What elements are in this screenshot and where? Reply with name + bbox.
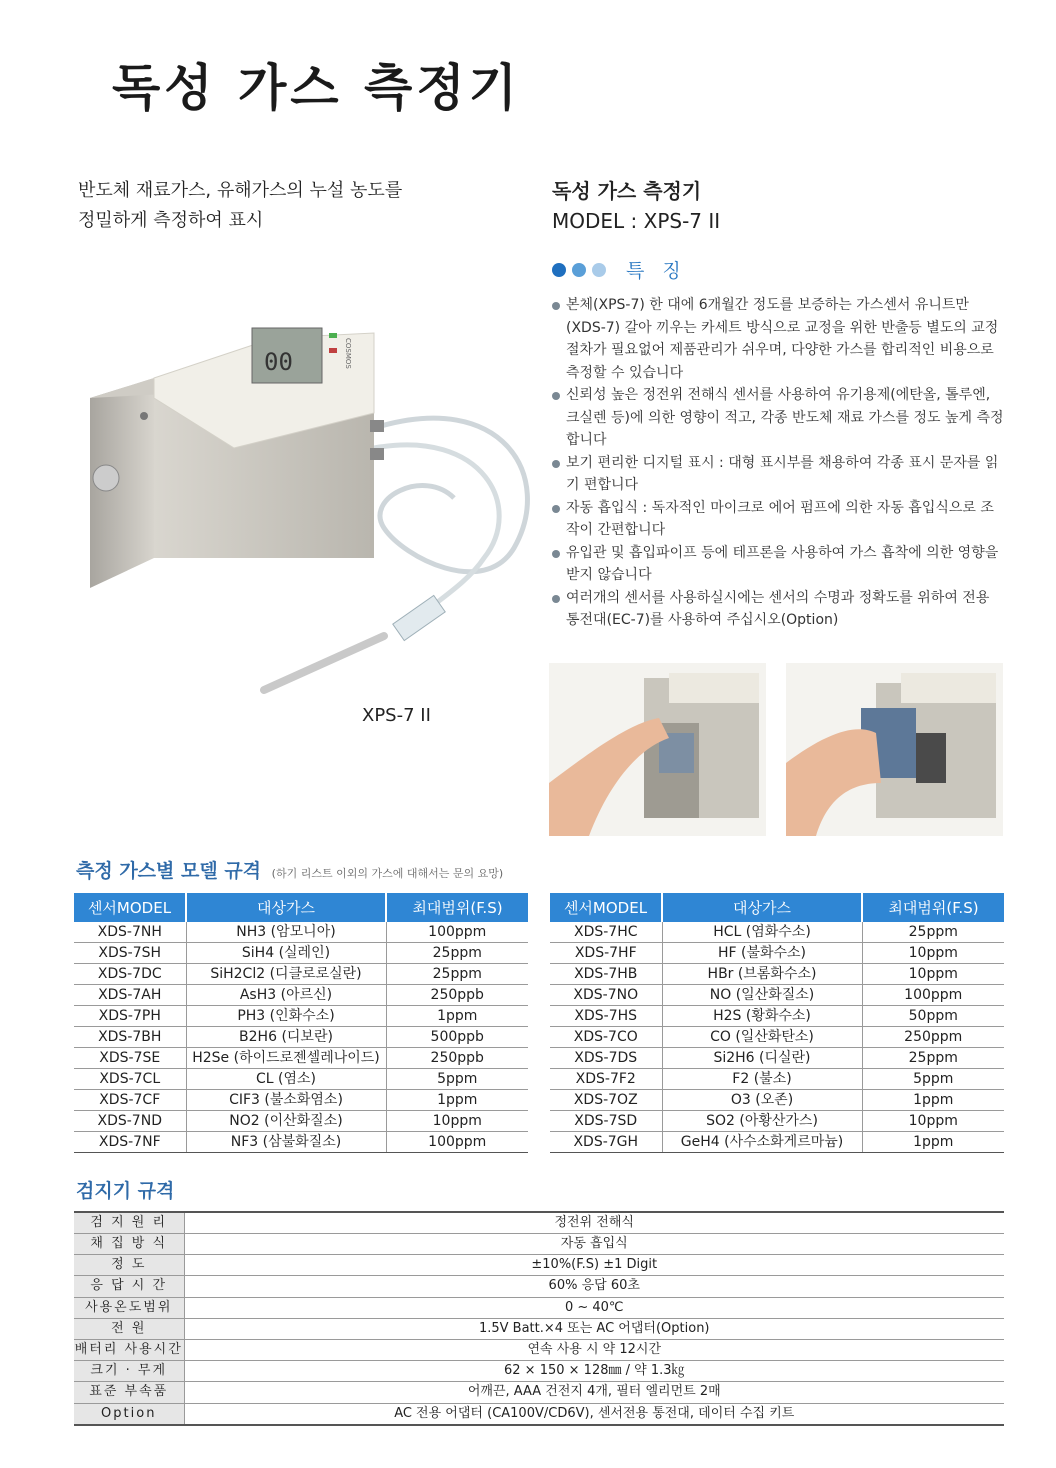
table-row <box>74 1212 1004 1234</box>
table-row <box>74 1318 1004 1339</box>
cell-target-gas: SiH4 (실레인) <box>186 943 386 964</box>
spec-key: 채 집 방 식 <box>74 1234 184 1255</box>
cell-max-range: 1ppm <box>386 1090 528 1111</box>
cell-sensor-model: XDS-7BH <box>74 1027 186 1048</box>
spec-key: 표준 부속품 <box>74 1382 184 1403</box>
cell-target-gas: PH3 (인화수소) <box>186 1006 386 1027</box>
detector-spec-table <box>74 1211 1004 1426</box>
cell-target-gas: GeH4 (사수소화게르마늄) <box>662 1132 862 1153</box>
cell-sensor-model: XDS-7SD <box>550 1111 662 1132</box>
cell-target-gas: F2 (불소) <box>662 1069 862 1090</box>
table-row <box>74 1132 528 1153</box>
spec-title-note: (하기 리스트 이외의 가스에 대해서는 문의 요망) <box>271 867 504 880</box>
cell-max-range: 50ppm <box>862 1006 1004 1027</box>
probe-filter <box>393 595 445 640</box>
table-row <box>74 1048 528 1069</box>
spec-key: Option <box>74 1403 184 1425</box>
cell-target-gas: CO (일산화탄소) <box>662 1027 862 1048</box>
feature-item: 보기 편리한 디지털 표시 : 대형 표시부를 채용하여 각종 표시 문자를 읽기 편합니다 <box>552 452 1007 497</box>
table-row <box>550 1090 1004 1111</box>
cell-target-gas: O3 (오존) <box>662 1090 862 1111</box>
cell-target-gas: SO2 (아황산가스) <box>662 1111 862 1132</box>
cell-max-range: 250ppb <box>386 985 528 1006</box>
probe-pipe <box>264 636 384 690</box>
table-row <box>550 922 1004 943</box>
feature-item: 신뢰성 높은 정전위 전해식 센서를 사용하여 유기용제(에탄올, 톨루엔, 크실렌 등)에 의한 영향이 적고, 각종 반도체 재료 가스를 정도 높게 측정합니다 <box>552 384 1007 452</box>
spec-title <box>76 856 503 883</box>
intro-text <box>78 176 402 236</box>
table-row <box>550 985 1004 1006</box>
cell-max-range: 100ppm <box>386 1132 528 1153</box>
cell-target-gas: SiH2Cl2 (디클로로실란) <box>186 964 386 985</box>
table-row <box>74 943 528 964</box>
table-row <box>74 922 528 943</box>
table-row <box>74 1006 528 1027</box>
spec-value: 어깨끈, AAA 건전지 4개, 필터 엘리먼트 2매 <box>184 1382 1004 1403</box>
table-row <box>74 1403 1004 1425</box>
table-row <box>74 1361 1004 1382</box>
cell-sensor-model: XDS-7HC <box>550 922 662 943</box>
cell-max-range: 5ppm <box>386 1069 528 1090</box>
table-row <box>550 1111 1004 1132</box>
cell-sensor-model: XDS-7DC <box>74 964 186 985</box>
cell-sensor-model: XDS-7CF <box>74 1090 186 1111</box>
cell-target-gas: NH3 (암모니아) <box>186 922 386 943</box>
spec-value: 0 ~ 40℃ <box>184 1297 1004 1318</box>
cell-target-gas: HBr (브롬화수소) <box>662 964 862 985</box>
header-max-range: 최대범위(F.S) <box>386 893 528 922</box>
table-row <box>550 1069 1004 1090</box>
table-row <box>74 1069 528 1090</box>
nozzle <box>370 448 384 460</box>
feature-item: 여러개의 센서를 사용하실시에는 센서의 수명과 정확도를 위하여 전용 통전대(EC-7)를 사용하여 주십시오(Option) <box>552 587 1007 632</box>
bullet-dot-icon <box>572 263 586 277</box>
spec-value: 1.5V Batt.×4 또는 AC 어댑터(Option) <box>184 1318 1004 1339</box>
bullet-dot-icon <box>592 263 606 277</box>
header-target-gas: 대상가스 <box>186 893 386 922</box>
intro-line: 반도체 재료가스, 유해가스의 누설 농도를 <box>78 180 403 201</box>
cell-sensor-model: XDS-7HF <box>550 943 662 964</box>
photo-sensor-insert <box>549 663 766 836</box>
cell-max-range: 500ppb <box>386 1027 528 1048</box>
cell-max-range: 100ppm <box>386 922 528 943</box>
table-header-row <box>74 893 528 922</box>
gas-table-left-body <box>74 922 528 1153</box>
product-name: 독성 가스 측정기 <box>552 179 702 203</box>
product-heading <box>552 176 720 236</box>
cell-target-gas: NO2 (이산화질소) <box>186 1111 386 1132</box>
cell-max-range: 25ppm <box>386 964 528 985</box>
status-led <box>329 348 337 353</box>
device-photo <box>84 298 554 698</box>
cell-sensor-model: XDS-7DS <box>550 1048 662 1069</box>
spec-key: 정 도 <box>74 1255 184 1276</box>
spec-value: ±10%(F.S) ±1 Digit <box>184 1255 1004 1276</box>
table-row <box>74 1234 1004 1255</box>
table-row <box>74 964 528 985</box>
cell-sensor-model: XDS-7F2 <box>550 1069 662 1090</box>
spec-key: 크기 · 무게 <box>74 1361 184 1382</box>
spec-value: 자동 흡입식 <box>184 1234 1004 1255</box>
feature-item: 유입관 및 흡입파이프 등에 테프론을 사용하여 가스 흡착에 의한 영향을 받지 않습니다 <box>552 542 1007 587</box>
device-brand: COSMOS <box>344 338 352 369</box>
tube <box>374 418 527 572</box>
detector-spec-body <box>74 1212 1004 1425</box>
status-led <box>329 333 337 338</box>
cell-sensor-model: XDS-7GH <box>550 1132 662 1153</box>
cell-max-range: 10ppm <box>386 1111 528 1132</box>
cell-target-gas: NO (일산화질소) <box>662 985 862 1006</box>
nozzle <box>370 420 384 432</box>
cell-max-range: 25ppm <box>386 943 528 964</box>
table-row <box>550 1132 1004 1153</box>
spec-key: 검 지 원 리 <box>74 1212 184 1234</box>
photo-sensor-remove <box>786 663 1003 836</box>
spec-value: 62 × 150 × 128㎜ / 약 1.3㎏ <box>184 1361 1004 1382</box>
gas-table-right <box>550 893 1004 1153</box>
spec-title-text: 측정 가스별 모델 규격 <box>76 860 262 882</box>
page-title: 독성 가스 측정기 <box>112 59 521 117</box>
cell-max-range: 1ppm <box>862 1090 1004 1111</box>
table-row <box>74 1382 1004 1403</box>
table-row <box>74 985 528 1006</box>
cell-sensor-model: XDS-7NF <box>74 1132 186 1153</box>
spec-value: AC 전용 어댑터 (CA100V/CD6V), 센서전용 통전대, 데이터 수집 키트 <box>394 1405 795 1421</box>
table-header-row <box>550 893 1004 922</box>
spec-key: 배터리 사용시간 <box>74 1339 184 1360</box>
bullet-dot-icon <box>552 263 566 277</box>
cell-max-range: 25ppm <box>862 922 1004 943</box>
cell-target-gas: NF3 (삼불화질소) <box>186 1132 386 1153</box>
features-list <box>552 294 1007 632</box>
intro-line: 정밀하게 측정하여 표시 <box>78 210 264 231</box>
cell-max-range: 10ppm <box>862 1111 1004 1132</box>
front-connector <box>93 465 119 491</box>
product-model: MODEL : XPS-7 II <box>552 209 721 233</box>
vent-icon <box>140 412 148 420</box>
cell-target-gas: CL (염소) <box>186 1069 386 1090</box>
table-row <box>74 1111 528 1132</box>
cell-sensor-model: XDS-7SH <box>74 943 186 964</box>
cell-sensor-model: XDS-7OZ <box>550 1090 662 1111</box>
table-row <box>550 964 1004 985</box>
cell-sensor-model: XDS-7PH <box>74 1006 186 1027</box>
device-caption: XPS-7 II <box>362 705 431 726</box>
cell-target-gas: HCL (염화수소) <box>662 922 862 943</box>
cell-target-gas: Si2H6 (디실란) <box>662 1048 862 1069</box>
cell-target-gas: B2H6 (디보란) <box>186 1027 386 1048</box>
spec-value: 정전위 전해식 <box>184 1212 1004 1234</box>
spec-value: 연속 사용 시 약 12시간 <box>184 1339 1004 1360</box>
feature-item: 자동 흡입식 : 독자적인 마이크로 에어 펌프에 의한 자동 흡입식으로 조작이 간편합니다 <box>552 497 1007 542</box>
gas-table-left <box>74 893 528 1153</box>
cell-target-gas: AsH3 (아르신) <box>186 985 386 1006</box>
header-sensor-model: 센서MODEL <box>74 893 186 922</box>
gas-table-right-body <box>550 922 1004 1153</box>
cell-max-range: 1ppm <box>386 1006 528 1027</box>
cell-sensor-model: XDS-7HB <box>550 964 662 985</box>
cell-target-gas: HF (불화수소) <box>662 943 862 964</box>
cell-sensor-model: XDS-7ND <box>74 1111 186 1132</box>
spec-key: 전 원 <box>74 1318 184 1339</box>
table-row <box>550 943 1004 964</box>
features-heading-label: 특징 <box>626 260 699 282</box>
lcd-reading: 00 <box>264 348 293 376</box>
spec-key: 사용온도범위 <box>74 1297 184 1318</box>
table-row <box>74 1339 1004 1360</box>
cell-max-range: 250ppm <box>862 1027 1004 1048</box>
cell-sensor-model: XDS-7HS <box>550 1006 662 1027</box>
table-row <box>550 1048 1004 1069</box>
table-row <box>74 1090 528 1111</box>
cell-max-range: 25ppm <box>862 1048 1004 1069</box>
cell-sensor-model: XDS-7NO <box>550 985 662 1006</box>
spec-value: 60% 응답 60초 <box>184 1276 1004 1297</box>
tube <box>374 445 499 623</box>
cell-max-range: 1ppm <box>862 1132 1004 1153</box>
spec-key: 응 답 시 간 <box>74 1276 184 1297</box>
cell-max-range: 250ppb <box>386 1048 528 1069</box>
features-heading <box>552 256 699 283</box>
cell-sensor-model: XDS-7CL <box>74 1069 186 1090</box>
header-sensor-model: 센서MODEL <box>550 893 662 922</box>
header-max-range: 최대범위(F.S) <box>862 893 1004 922</box>
feature-item: 본체(XPS-7) 한 대에 6개월간 정도를 보증하는 가스센서 유니트만 (XDS-7) 갈아 끼우는 카세트 방식으로 교정을 위한 반출등 별도의 교정 절차가 필요없어 제품관리가 쉬우며, 다양한 가스를 합리적인 비용으로 측정할 수 있습니다 <box>552 294 1007 384</box>
cell-sensor-model: XDS-7CO <box>550 1027 662 1048</box>
cell-max-range: 5ppm <box>862 1069 1004 1090</box>
cell-sensor-model: XDS-7SE <box>74 1048 186 1069</box>
header-target-gas: 대상가스 <box>662 893 862 922</box>
table-row <box>74 1276 1004 1297</box>
detector-title: 검지기 규격 <box>76 1180 175 1202</box>
cell-sensor-model: XDS-7AH <box>74 985 186 1006</box>
table-row <box>74 1027 528 1048</box>
cell-target-gas: H2Se (하이드로젠셀레나이드) <box>186 1048 386 1069</box>
cell-target-gas: CIF3 (불소화염소) <box>186 1090 386 1111</box>
cell-max-range: 100ppm <box>862 985 1004 1006</box>
cell-sensor-model: XDS-7NH <box>74 922 186 943</box>
cell-max-range: 10ppm <box>862 943 1004 964</box>
cell-max-range: 10ppm <box>862 964 1004 985</box>
table-row <box>74 1255 1004 1276</box>
table-row <box>550 1006 1004 1027</box>
table-row <box>550 1027 1004 1048</box>
cell-target-gas: H2S (황화수소) <box>662 1006 862 1027</box>
table-row <box>74 1297 1004 1318</box>
